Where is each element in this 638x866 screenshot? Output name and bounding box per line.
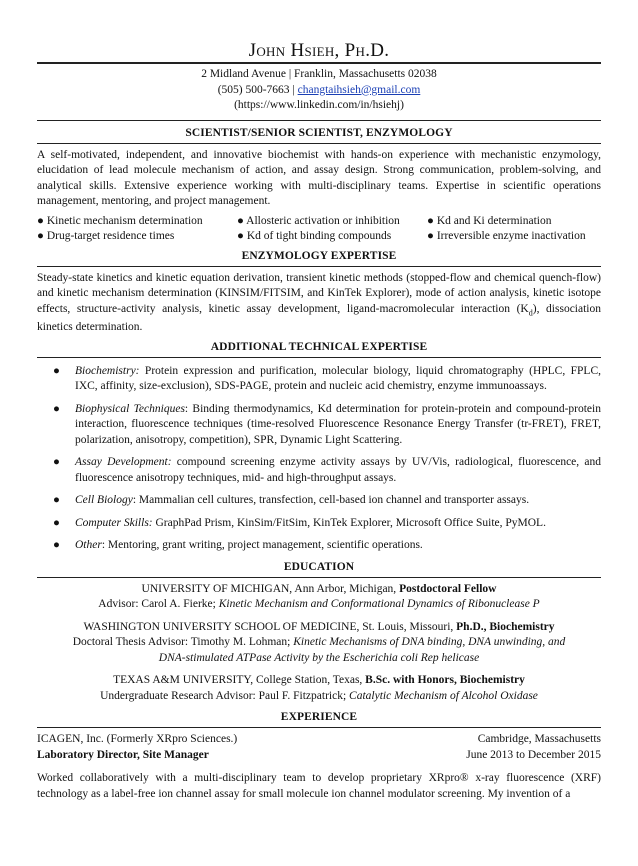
category-label: Biochemistry: (75, 364, 140, 377)
category-text: : Binding thermodynamics, Kd determination for protein-protein and compound-protein interaction, fluorescence techniques (time-resolved Fluorescence Resonance Energy Transfer (tr-FRET), FRET, polarization, anisotropy, competition), SPR, Dynamic Light Scattering. (75, 402, 601, 446)
skill-item: ● Irreversible enzyme inactivation (427, 230, 586, 242)
section-divider (37, 143, 601, 144)
degree: B.Sc. with Honors, Biochemistry (365, 674, 525, 687)
list-item (37, 455, 601, 486)
skill-item: ● Kinetic mechanism determination (37, 214, 203, 227)
thesis-title-cont: DNA-stimulated ATPase Activity by the Escherichia coli Rep helicase (158, 651, 480, 664)
degree: Postdoctoral Fellow (399, 582, 497, 595)
category-label: Cell Biology (75, 494, 133, 507)
degree: Ph.D., Biochemistry (456, 620, 555, 633)
thesis-title: Kinetic Mechanisms of DNA binding, DNA unwinding, and (293, 636, 566, 649)
list-item (37, 364, 601, 395)
technical-title: ADDITIONAL TECHNICAL EXPERTISE (210, 340, 428, 353)
skill-item: ● Kd and Ki determination (427, 214, 552, 227)
enzymology-title: ENZYMOLOGY EXPERTISE (241, 249, 397, 262)
phone: (505) 500-7663 | (217, 83, 298, 96)
role: Laboratory Director, Site Manager (37, 748, 209, 761)
education-entry (37, 673, 601, 704)
enzymology-text: Steady-state kinetics and kinetic equation derivation, transient kinetic methods (stopped-flow and chemical quench-flow) and kinetic mechanism determination (KINSIM/FITSIM, and KinTek Explorer), mode of action analysis, kinetic isotope effects, structure-activity analysis, kinetic assay development, ligand-macromolecular interaction $(K_d)$, dissociation kinetics determination. (37, 271, 601, 334)
category-label: Computer Skills: (75, 516, 153, 529)
email-link[interactable]: changtaihsieh@gmail.com (297, 83, 421, 96)
education-entry (37, 620, 601, 667)
bullet-icon: ● (53, 456, 60, 469)
experience-header (37, 732, 601, 748)
bullet-icon: ● (53, 539, 60, 552)
list-item (37, 538, 601, 554)
thesis-title: Kinetic Mechanism and Conformational Dynamics of Ribonuclease P (218, 598, 540, 611)
skill-item: ● Drug-target residence times (37, 230, 175, 242)
experience-text: Worked collaboratively with a multi-disciplinary team to develop proprietary XRpro® x-ray fluorescence (XRF) technology as a label-free ion channel assay for small molecule ion channel modulator screening. My invention of a (37, 772, 601, 800)
category-text: : Mammalian cell cultures, transfection, cell-based ion channel and transporter assays. (132, 494, 530, 507)
category-label: Other (75, 539, 102, 552)
address: 2 Midland Avenue | Franklin, Massachusetts 02038 (201, 68, 437, 80)
bullet-icon: ● (53, 402, 60, 415)
bullet-icon: ● (53, 364, 60, 377)
technical-list (37, 364, 601, 554)
education-title: EDUCATION (283, 560, 355, 573)
bullet-icon: ● (53, 516, 60, 529)
contact-block (37, 67, 601, 114)
category-text: : Mentoring, grant writing, project management, scientific operations. (101, 539, 423, 552)
section-divider (37, 357, 601, 358)
section-divider (37, 120, 601, 121)
category-text: compound screening enzyme activity assays by UV/Vis, radiological, fluorescence, and fluorescence anisotropy techniques, mid- and high-throughput assays. (75, 456, 601, 484)
skill-item: ● Allosteric activation or inhibition (237, 214, 400, 227)
school: TEXAS A&M UNIVERSITY, College Station, Texas, (113, 674, 366, 687)
dates: June 2013 to December 2015 (466, 748, 601, 761)
bullet-icon: ● (53, 494, 60, 507)
skill-item: ● Kd of tight binding compounds (237, 230, 392, 242)
experience-title: EXPERIENCE (280, 711, 358, 724)
summary-title: SCIENTIST/SENIOR SCIENTIST, ENZYMOLOGY (185, 126, 453, 139)
education-entry (37, 582, 601, 613)
experience-role-row (37, 748, 601, 764)
advisor: Advisor: Carol A. Fierke; (98, 598, 219, 611)
candidate-name: John Hsieh, Ph.D. (248, 40, 390, 61)
category-label: Assay Development: (75, 456, 172, 469)
summary-text: A self-motivated, independent, and innovative biochemist with hands-on experience with mechanistic enzymology, elucidation of lead molecule mechanism of action, and assay design. Strong communication, problem-solving, and analytical skills. Extensive experience working with multi-disciplinary teams. Expertise in scientific operations management, mentoring, and project management. (37, 148, 601, 207)
phone-email-line (37, 83, 601, 99)
list-item (37, 493, 601, 509)
thesis-title: Catalytic Mechanism of Alcohol Oxidase (349, 689, 538, 702)
advisor: Undergraduate Research Advisor: Paul F. Fitzpatrick; (100, 689, 350, 702)
company: ICAGEN, Inc. (Formerly XRpro Sciences.) (37, 733, 238, 746)
category-label: Biophysical Techniques (75, 402, 185, 415)
list-item (37, 516, 601, 532)
advisor: Doctoral Thesis Advisor: Timothy M. Lohman; (72, 636, 294, 649)
header-divider (37, 62, 601, 64)
category-text: GraphPad Prism, KinSim/FitSim, KinTek Explorer, Microsoft Office Suite, PyMOL. (152, 516, 546, 529)
linkedin-url[interactable]: (https://www.linkedin.com/in/hsiehj) (234, 99, 404, 111)
location: Cambridge, Massachusetts (477, 733, 601, 746)
list-item (37, 402, 601, 449)
school: WASHINGTON UNIVERSITY SCHOOL OF MEDICINE, St. Louis, Missouri, (83, 620, 457, 633)
school: UNIVERSITY OF MICHIGAN, Ann Arbor, Michigan, (141, 582, 400, 595)
resume-page (0, 40, 638, 866)
key-skills (37, 214, 601, 245)
section-divider (37, 266, 601, 267)
category-text: Protein expression and purification, molecular biology, liquid chromatography (HPLC, FPLC, IXC, affinity, size-exclusion), SDS-PAGE, protein and nucleic acid chemistry, enzyme immunoassays. (75, 364, 601, 393)
